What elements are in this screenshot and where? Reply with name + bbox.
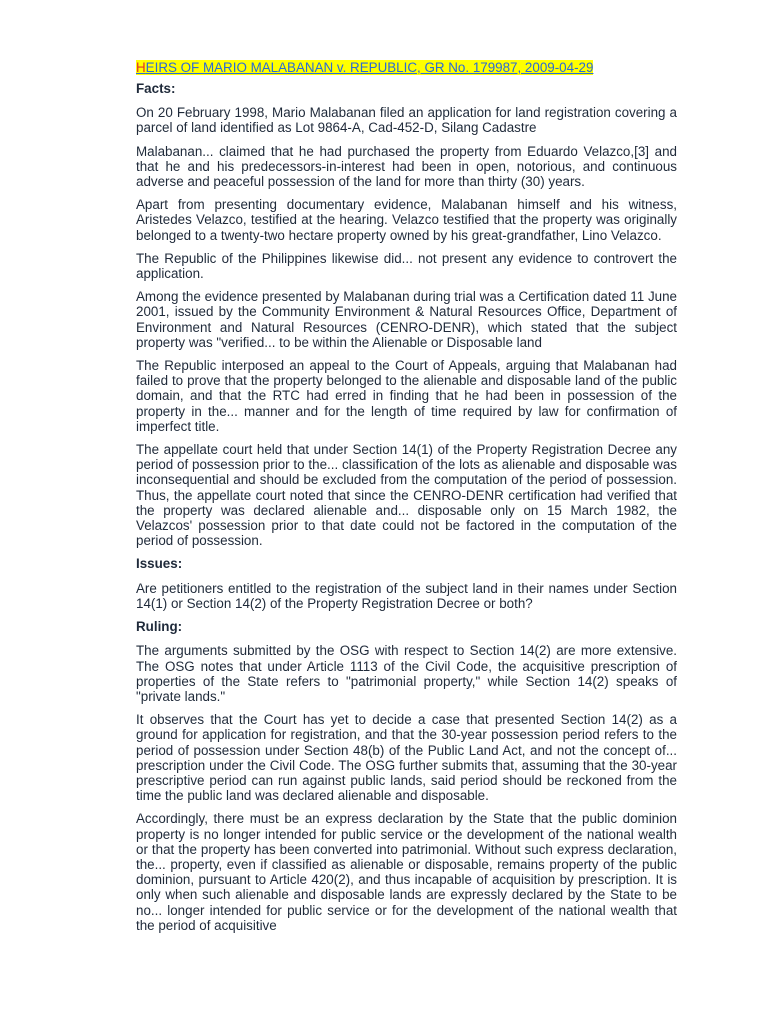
case-title-first-letter: H	[136, 60, 146, 75]
ruling-paragraph-3: Accordingly, there must be an express declaration by the State that the public dominion property is no longer intended for public service or the development of the national wealth or that the property has been converted into patrimonial. Without such express declaration, the... property, even if classified as alienable or disposable, remains property of the public dominion, pursuant to Article 420(2), and thus incapable of acquisition by prescription. It is only when such alienable and disposable lands are expressly declared by the State to be no... longer intended for public service or for the development of the national wealth that the period of acquisitive	[136, 811, 677, 933]
facts-paragraph-1: On 20 February 1998, Mario Malabanan filed an application for land registration covering a parcel of land identified as Lot 9864-A, Cad-452-D, Silang Cadastre	[136, 105, 677, 136]
facts-paragraph-4: The Republic of the Philippines likewise did... not present any evidence to controvert the application.	[136, 250, 677, 282]
document-page	[136, 60, 677, 941]
facts-paragraph-3: Apart from presenting documentary evidence, Malabanan himself and his witness, Aristedes Velazco, testified at the hearing. Velazco testified that the property was originally belonged to a twenty-two hectare property owned by his great-grandfather, Lino Velazco.	[136, 197, 677, 243]
facts-paragraph-7: The appellate court held that under Section 14(1) of the Property Registration Decree any period of possession prior to the... classification of the lots as alienable and disposable was inconsequential and should be excluded from the computation of the period of possession. Thus, the appellate court noted that since the CENRO-DENR certification had verified that the property was declared alienable and... disposable only on 15 March 1982, the Velazcos' possession prior to that date could not be factored in the computation of the period of possession.	[136, 442, 677, 549]
facts-heading: Facts:	[136, 81, 176, 96]
facts-paragraph-2: Malabanan... claimed that he had purchased the property from Eduardo Velazco,[3] and that he and his predecessors-in-interest had been in open, notorious, and continuous adverse and peaceful possession of the land for more than thirty (30) years.	[136, 143, 677, 190]
ruling-heading: Ruling:	[136, 619, 183, 635]
case-title	[136, 60, 677, 76]
case-title-text: EIRS OF MARIO MALABANAN v. REPUBLIC, GR No. 179987, 2009-04-29	[145, 60, 594, 75]
issues-heading: Issues:	[136, 556, 183, 572]
facts-paragraph-5: Among the evidence presented by Malabanan during trial was a Certification dated 11 June 2001, issued by the Community Environment & Natural Resources Office, Department of Environment and Natural Resources (CENRO-DENR), which stated that the subject property was "verified... to be within the Alienable or Disposable land	[136, 289, 677, 350]
issues-paragraph-1: Are petitioners entitled to the registration of the subject land in their names under Section 14(1) or Section 14(2) of the Property Registration Decree or both?	[136, 580, 677, 611]
case-title-link[interactable]	[136, 60, 593, 75]
facts-paragraph-6: The Republic interposed an appeal to the Court of Appeals, arguing that Malabanan had failed to prove that the property belonged to the alienable and disposable land of the public domain, and that the RTC had erred in finding that he had been in possession of the property in the... manner and for the length of time required by law for confirmation of imperfect title.	[136, 358, 677, 434]
ruling-paragraph-2: It observes that the Court has yet to decide a case that presented Section 14(2) as a ground for application for registration, and that the 30-year possession period refers to the period of possession under Section 48(b) of the Public Land Act, and not the concept of... prescription under the Civil Code. The OSG further submits that, assuming that the 30-year prescriptive period can run against public lands, said period should be reckoned from the time the public land was declared alienable and disposable.	[136, 712, 677, 804]
ruling-paragraph-1: The arguments submitted by the OSG with respect to Section 14(2) are more extensive. The OSG notes that under Article 1113 of the Civil Code, the acquisitive prescription of properties of the State refers to "patrimonial property," while Section 14(2) speaks of "private lands."	[136, 643, 677, 704]
